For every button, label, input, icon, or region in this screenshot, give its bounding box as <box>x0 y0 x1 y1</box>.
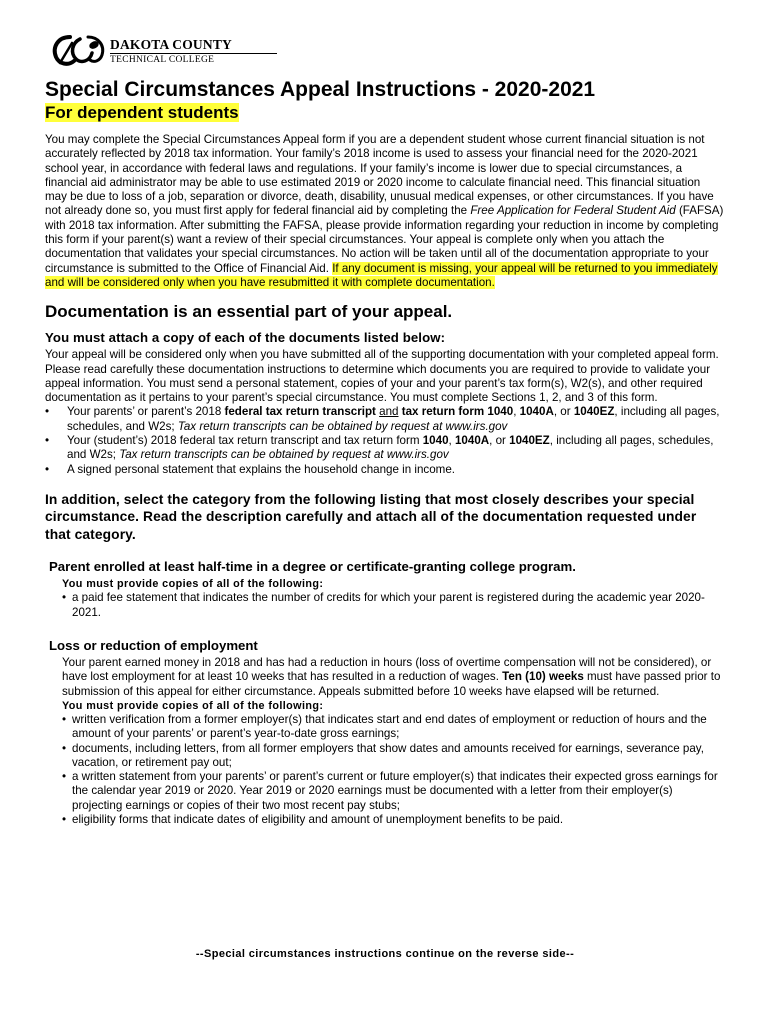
text-segment: Your parent earned money in 2018 and has had a reduction in hours (loss of overtime compensation will not be considered), or have lost employment for at least 10 weeks that has resulted in a reduction of wages. <box>62 656 712 684</box>
text-segment: 1040A <box>519 405 554 419</box>
category-title: Loss or reduction of employment <box>49 638 258 654</box>
intro-highlight: If any document is missing, your appeal will be returned to you immediately and will be considered only when you have resubmitted it with complete documentation. <box>45 261 718 289</box>
list-item <box>45 434 725 463</box>
text-segment: , including all pages, schedules, and W2s; <box>67 434 714 462</box>
requirement-list <box>62 591 725 620</box>
text-segment: 1040EZ <box>573 405 615 419</box>
text-segment: Your parents’ or parent’s 2018 <box>67 405 225 419</box>
subtitle-row <box>45 102 725 125</box>
text-segment: 1040 <box>422 434 449 448</box>
list-item: • a paid fee statement that indicates the number of credits for which your parent is registered during the academic year 2020-2021. <box>62 591 725 620</box>
documentation-subheading: You must attach a copy of each of the documents listed below: <box>45 330 446 346</box>
category-title: Parent enrolled at least half-time in a degree or certificate-granting college program. <box>49 559 576 575</box>
category-loss-of-employment <box>45 638 725 654</box>
page-title: Special Circumstances Appeal Instructions - 2020-2021 <box>45 78 596 101</box>
text-segment: , <box>513 405 520 419</box>
text-segment: , including all pages, schedules, and W2s; <box>67 405 720 433</box>
intro-part2: (FAFSA) with 2018 tax information. After submitting the FAFSA, please provide information regarding your reduction in income by completing this form if your parent(s) want a review of their special circumstances. Your appeal is complete only when you attach the documentation that validates your special circumstances. No action will be taken until all of the documentation appropriate to your circumstance is submitted to the Office of Financial Aid. <box>45 204 724 275</box>
list-item: • eligibility forms that indicate dates of eligibility and amount of unemployment benefits to be paid. <box>62 813 725 827</box>
text-segment: , or <box>489 434 510 448</box>
list-item: • a written statement from your parents’ or parent’s current or future employer(s) that indicates their expected gross earnings for the calendar year 2019 or 2020. Year 2019 or 2020 earnings must be documented with a letter from their employer(s) projecting earnings or copies of their two most recent pay stubs; <box>62 770 725 813</box>
intro-paragraph <box>45 133 725 290</box>
document-body <box>45 78 725 827</box>
text-segment: 1040A <box>454 434 490 448</box>
logo-divider <box>110 53 277 54</box>
text-segment: must have passed prior to submission of this appeal for either circumstance. Appeals submitted before 10 weeks have elapsed will be returned. <box>62 670 721 698</box>
text-segment: tax return form 1040 <box>401 405 514 419</box>
page-subtitle: For dependent students <box>45 103 239 122</box>
dctc-swirl-emblem-icon <box>50 33 108 69</box>
text-segment: , or <box>553 405 574 419</box>
list-item: • documents, including letters, from all former employers that show dates and amounts received for earnings, severance pay, vacation, or retirement pay out; <box>62 742 725 771</box>
text-segment: , <box>448 434 455 448</box>
college-name: DAKOTA COUNTY <box>110 37 232 52</box>
text-segment: Ten (10) weeks <box>502 670 584 684</box>
college-logo <box>50 33 240 71</box>
list-item <box>45 405 725 434</box>
text-segment: federal tax return transcript <box>224 405 376 419</box>
list-item: • written verification from a former employer(s) that indicates start and end dates of employment or reduction of hours and the amount of your parents’ or parent’s year-to-date gross earnings; <box>62 713 725 742</box>
fafsa-name: Free Application for Federal Student Aid <box>470 204 676 218</box>
documentation-list <box>45 405 725 476</box>
category-description <box>62 656 725 699</box>
requirement-list <box>62 713 725 827</box>
documentation-heading: Documentation is an essential part of your appeal. <box>45 302 453 322</box>
intro-part1: You may complete the Special Circumstances Appeal form if you are a dependent student whose current financial situation is not accurately reflected by 2018 tax information. Your family’s 2018 income is used to assess your financial need for the 2020-2021 school year, in accordance with federal laws and regulations. If your family’s income is lower due to special circumstances, a financial aid administrator may be able to use estimated 2019 or 2020 income to calculate financial need. This financial situation may be due to loss of a job, separation or divorce, death, disability, unusual medical expenses, or other circumstances. If you have not already done so, you must first apply for federal financial aid by completing the <box>45 133 714 218</box>
text-segment: Your (student’s) 2018 federal tax return transcript and tax return form <box>67 434 423 448</box>
requirement-label: You must provide copies of all of the following: <box>62 699 324 712</box>
requirement-label: You must provide copies of all of the following: <box>62 578 324 591</box>
text-segment: 1040EZ <box>509 434 550 448</box>
documentation-paragraph: Your appeal will be considered only when you have submitted all of the supporting documentation with your completed appeal form. Please read carefully these documentation instructions to determine which documents you are required to provide to validate your appeal information. You must send a personal statement, copies of your and your parent’s tax form(s), W2(s), and other required documentation as it pertains to your parent’s special circumstance. You must complete Sections 1, 2, and 3 of this form. <box>45 348 719 405</box>
text-segment: and <box>379 405 399 419</box>
category-body <box>45 577 725 620</box>
category-parent-enrolled <box>45 559 725 575</box>
continuation-note: --Special circumstances instructions continue on the reverse side-- <box>195 948 575 960</box>
category-body <box>45 656 725 827</box>
list-item: • A signed personal statement that explains the household change in income. <box>45 463 725 477</box>
category-instructions: In addition, select the category from the following listing that most closely describes your special circumstance. Read the description carefully and attach all of the documentation requested under that category. <box>45 491 697 542</box>
text-segment: Tax return transcripts can be obtained by request at www.irs.gov <box>119 448 449 462</box>
college-subname: TECHNICAL COLLEGE <box>110 55 215 65</box>
text-segment: Tax return transcripts can be obtained by request at www.irs.gov <box>177 419 508 433</box>
